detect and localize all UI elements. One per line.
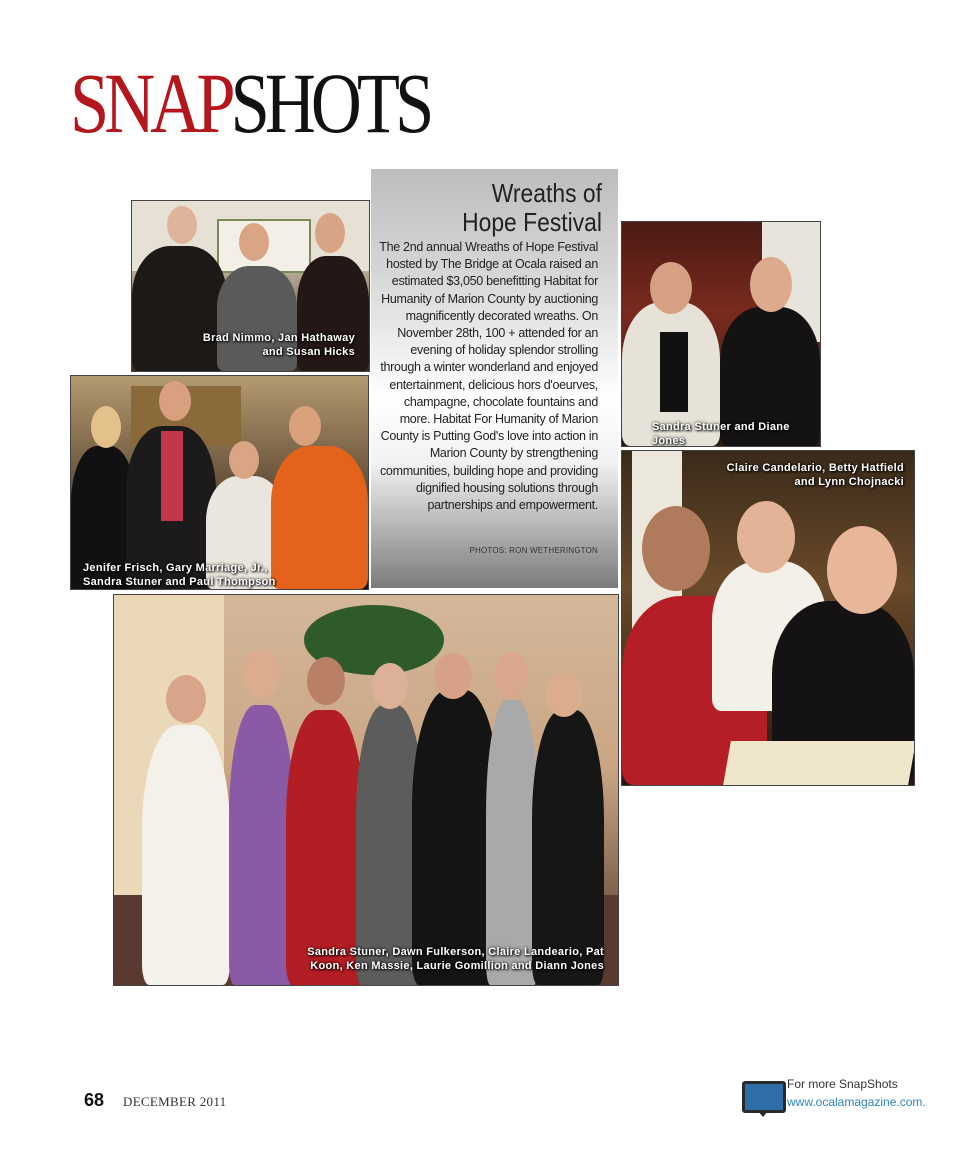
more-snapshots-text: For more SnapShots [787,1077,898,1091]
monitor-icon [742,1081,786,1113]
photo-caption: Claire Candelario, Betty Hatfield and Lynn Chojnacki [726,462,904,488]
masthead-snap: SNAP [70,55,231,151]
page-number: 68 [84,1090,105,1110]
photo-claire-betty-lynn [621,450,915,786]
masthead-shots: SHOTS [230,55,430,151]
photo-caption: Jenifer Frisch, Gary Marriage, Jr., Sandra Stuner and Paul Thompson [83,562,276,588]
photo-caption: Sandra Stuner, Dawn Fulkerson, Claire Landeario, Pat Koon, Ken Massie, Laurie Gomillion and Diann Jones [307,946,604,972]
masthead-logo [70,55,430,151]
issue-date: DECEMBER 2011 [123,1094,227,1109]
photo-group-seven [113,594,619,986]
photo-jenifer-gary-sandra-paul [70,375,369,590]
article-title: Wreaths of Hope Festival [462,178,602,237]
photo-sandra-diane [621,221,821,447]
photo-brad-jan-susan [131,200,370,372]
website-link[interactable]: www.ocalamagazine.com. [787,1095,926,1109]
article-textbox [371,169,618,588]
article-body: The 2nd annual Wreaths of Hope Festival hosted by The Bridge at Ocala raised an estimated $3,050 benefitting Habitat for Humanity of Marion County by auctioning magnificently decorated wreaths. On November 28th, 100 + attended for an evening of holiday splendor strolling through a winter wonderland and enjoyed entertainment, delicious hors d'oeurves, champagne, chocolate fountains and more. Habitat For Humanity of Marion County is Putting God's love into action in Marion County by strengthening communities, building hope and providing dignified housing solutions through partnerships and empowerment. [379,240,598,513]
photo-caption: Brad Nimmo, Jan Hathaway and Susan Hicks [202,332,355,358]
photo-caption: Sandra Stuner and Diane Jones [652,421,790,447]
photo-credit: PHOTOS: RON WETHERINGTON [469,546,598,555]
